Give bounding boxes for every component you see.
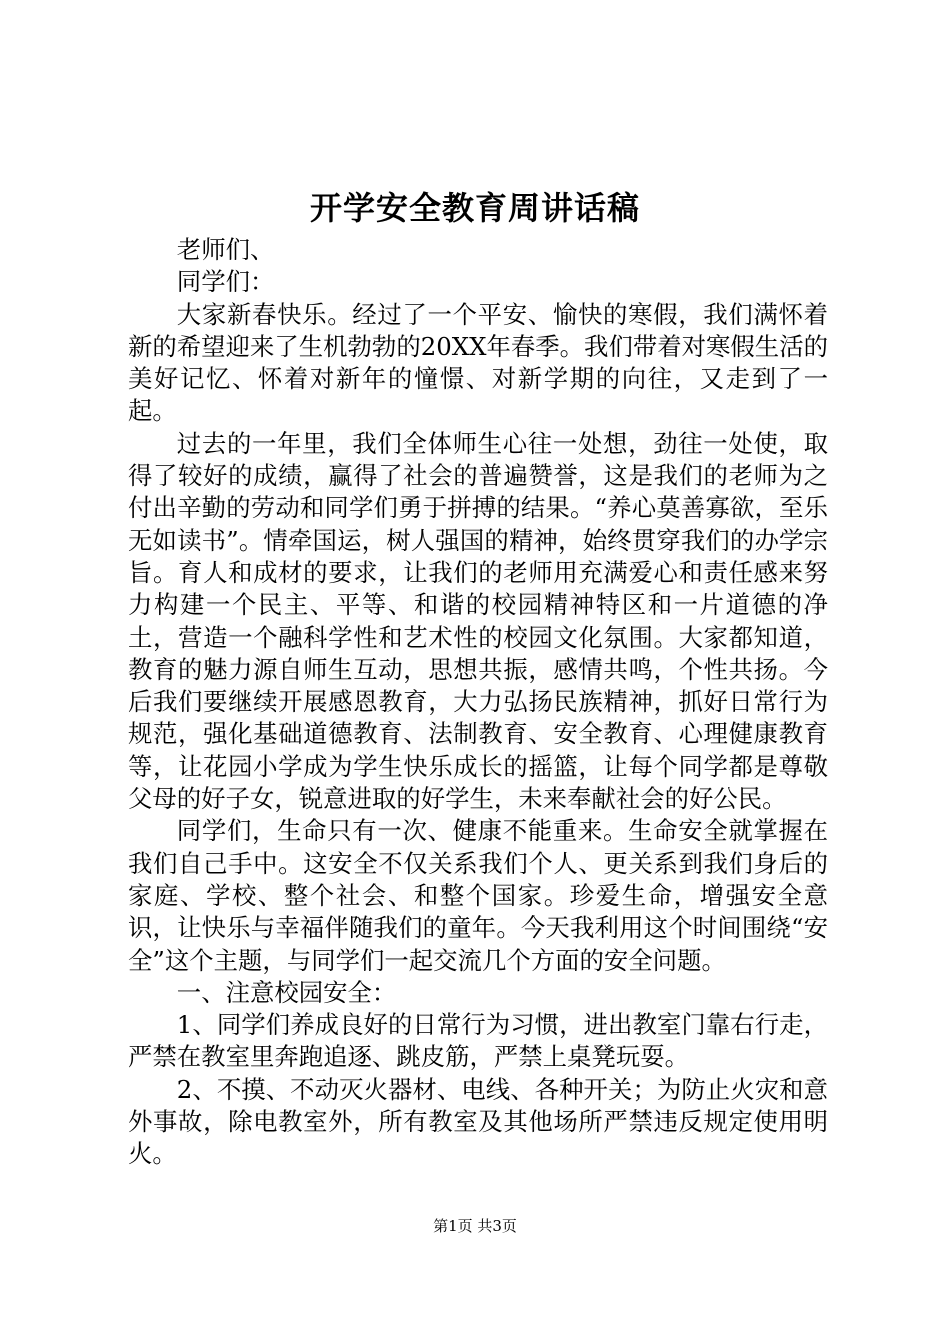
list-item-behavior: 1、同学们养成良好的日常行为习惯，进出教室门靠右行走，严禁在教室里奔跑追逐、跳皮筋，严禁上桌凳玩耍。 [128,1010,828,1072]
paragraph-past-year: 过去的一年里，我们全体师生心往一处想，劲往一处使，取得了较好的成绩，赢得了社会的普遍赞誉，这是我们的老师为之付出辛勤的劳动和同学们勇于拼搏的结果。“养心莫善寡欲，至乐无如读书”。情牵国运，树人强国的精神，始终贯穿我们的办学宗旨。育人和成材的要求，让我们的老师用充满爱心和责任感来努力构建一个民主、平等、和谐的校园精神特区和一片道德的净土，营造一个融科学性和艺术性的校园文化氛围。大家都知道，教育的魅力源自师生互动，思想共振，感情共鸣，个性共扬。今后我们要继续开展感恩教育，大力弘扬民族精神，抓好日常行为规范，强化基础道德教育、法制教育、安全教育、心理健康教育等，让花园小学成为学生快乐成长的摇篮，让每个同学都是尊敬父母的好子女，锐意进取的好学生，未来奉献社会的好公民。 [128,428,828,814]
section-heading-campus-safety: 一、注意校园安全： [176,977,397,1007]
document-title: 开学安全教育周讲话稿 [309,189,640,227]
salutation-students: 同学们： [176,267,275,297]
page-number-footer: 第1页 共3页 [433,1217,517,1235]
paragraph-safety-intro: 同学们，生命只有一次、健康不能重来。生命安全就掌握在我们自己手中。这安全不仅关系我们个人、更关系到我们身后的家庭、学校、整个社会、和整个国家。珍爱生命，增强安全意识，让快乐与幸福伴随我们的童年。今天我利用这个时间围绕“安全”这个主题，与同学们一起交流几个方面的安全问题。 [128,816,828,975]
list-item-fire-safety: 2、不摸、不动灭火器材、电线、各种开关；为防止火灾和意外事故，除电教室外，所有教室及其他场所严禁违反规定使用明火。 [128,1074,828,1169]
paragraph-greeting: 大家新春快乐。经过了一个平安、愉快的寒假，我们满怀着新的希望迎来了生机勃勃的20XX年春季。我们带着对寒假生活的美好记忆、怀着对新年的憧憬、对新学期的向往，又走到了一起。 [128,299,828,426]
document-body [128,234,828,1171]
salutation-teachers: 老师们、 [176,235,275,264]
